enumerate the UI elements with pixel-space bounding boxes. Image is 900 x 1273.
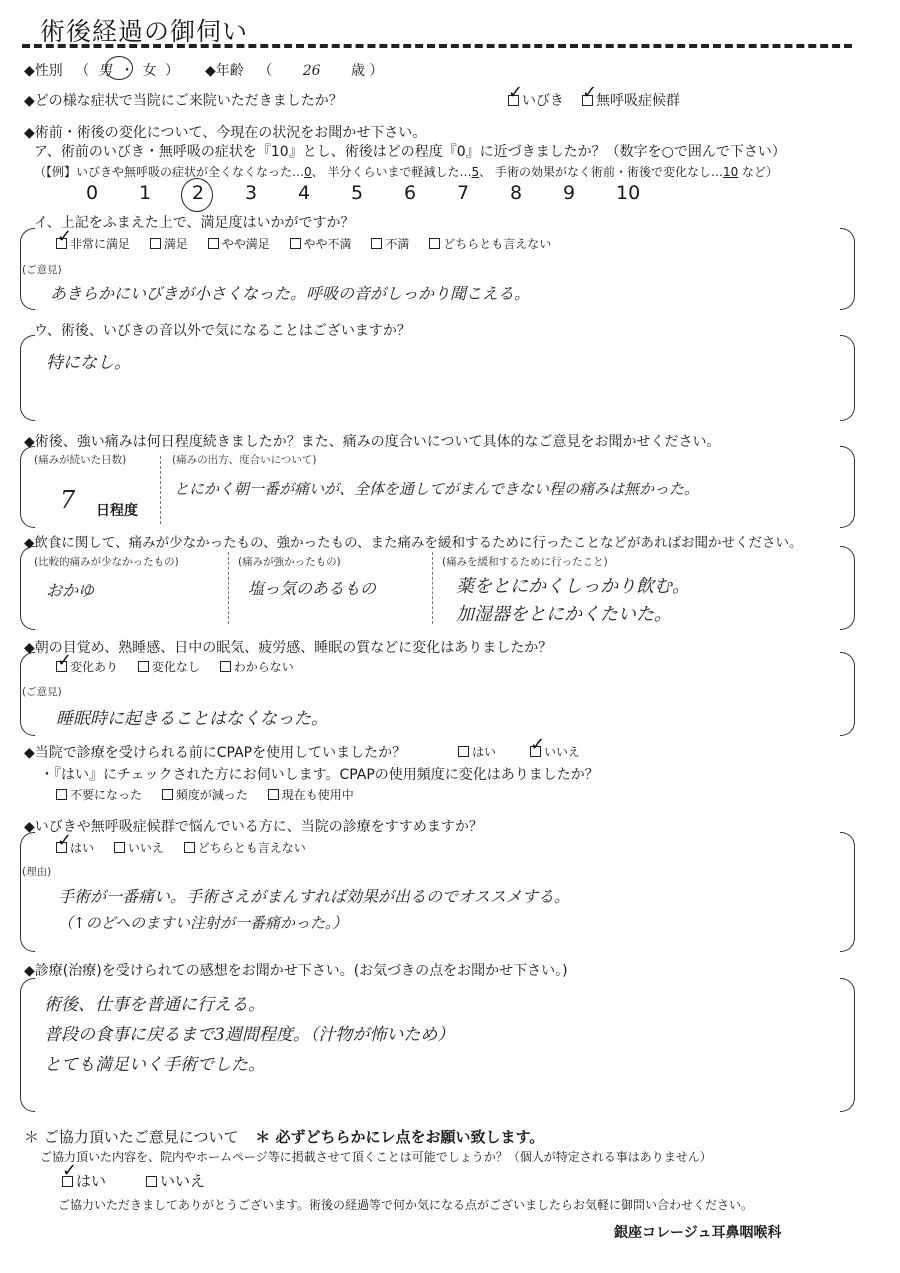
option-label: いいえ bbox=[160, 1172, 206, 1190]
opinion-label: (ご意見) bbox=[22, 686, 62, 698]
change-subquestion-a: ア、術前のいびき・無呼吸の症状を『10』とし、術後はどの程度『0』に近づきましたか？（数字を○で囲んで下さい） bbox=[34, 144, 786, 160]
example-text: （【例】いびきや無呼吸の症状が全くなくなった… bbox=[34, 165, 305, 179]
recommend-bracket-right bbox=[840, 832, 855, 952]
cpap-option-yes[interactable] bbox=[458, 743, 496, 760]
option-label: はい bbox=[76, 1172, 107, 1190]
recommend-option[interactable] bbox=[184, 841, 306, 855]
gender-row bbox=[24, 60, 179, 80]
checkbox-icon bbox=[146, 1176, 157, 1187]
symptom-question: ◆どの様な症状で当院にご来院いただきましたか？ bbox=[24, 93, 343, 109]
sleep-bracket-right bbox=[840, 652, 855, 736]
symptom-option-label: いびき bbox=[522, 93, 564, 109]
food-col1-label: (比較的痛みが少なかったもの) bbox=[34, 556, 179, 568]
food-divider bbox=[432, 552, 433, 624]
cpap-sub-option[interactable] bbox=[56, 788, 142, 802]
checkbox-icon bbox=[56, 789, 67, 800]
checkbox-icon bbox=[114, 842, 125, 853]
age-label: ◆年齢 bbox=[205, 63, 244, 79]
example-text: 、 半分くらいまで軽減した… bbox=[311, 165, 472, 179]
gender-male-option[interactable]: 男 bbox=[97, 63, 112, 79]
pain-detail-label: (痛みの出方、度合いについて) bbox=[172, 454, 317, 466]
option-label: 変化あり bbox=[70, 660, 119, 674]
cpap-sub-option[interactable] bbox=[162, 788, 248, 802]
checkbox-icon bbox=[208, 238, 219, 249]
scale-option[interactable]: 4 bbox=[298, 182, 311, 204]
satisfaction-answer[interactable]: あきらかにいびきが小さくなった。呼吸の音がしっかり聞こえる。 bbox=[50, 284, 531, 303]
pain-question: ◆術後、強い痛みは何日程度続きましたか？また、痛みの度合いについて具体的なご意見をお聞かせください。 bbox=[24, 434, 721, 450]
other-bracket-right bbox=[840, 335, 855, 421]
recommend-answer-line1[interactable]: 手術が一番痛い。手術さえがまんすれば効果が出るのでオススメする。 bbox=[58, 887, 570, 906]
age-open-paren: （ bbox=[258, 63, 273, 79]
sleep-answer[interactable]: 睡眠時に起きることはなくなった。 bbox=[56, 709, 328, 729]
option-label: 頻度が減った bbox=[175, 788, 248, 802]
food-high-pain-answer[interactable]: 塩っ気のあるもの bbox=[248, 579, 377, 598]
satisfaction-bracket-right bbox=[840, 228, 855, 310]
option-label: 現在も使用中 bbox=[281, 788, 354, 802]
change-example bbox=[34, 163, 778, 180]
satisfaction-option[interactable] bbox=[290, 237, 352, 251]
impression-answer-line2[interactable]: 普段の食事に戻るまで3週間程度。（汁物が怖いため） bbox=[44, 1025, 455, 1045]
other-concerns-answer[interactable]: 特になし。 bbox=[46, 353, 131, 373]
check-mark-icon: ✓ bbox=[62, 1160, 78, 1181]
sleep-option[interactable] bbox=[220, 660, 294, 674]
food-divider bbox=[228, 552, 229, 624]
other-concerns-question: ウ、術後、いびきの音以外で気になることはございますか？ bbox=[34, 323, 411, 339]
pain-days-label: (痛みが続いた日数) bbox=[34, 454, 127, 466]
food-relief-answer-line2[interactable]: 加湿器をとにかくたいた。 bbox=[456, 604, 672, 625]
footer-heading-a: ＊ ご協力頂いたご意見について bbox=[24, 1128, 239, 1146]
example-zero: 0 bbox=[304, 165, 312, 179]
pain-divider bbox=[160, 456, 161, 524]
food-bracket-right bbox=[840, 546, 855, 630]
scale-option[interactable]: 9 bbox=[563, 182, 576, 204]
food-question: ◆飲食に関して、痛みが少なかったもの、強かったもの、また痛みを緩和するために行ったことなどがあればお聞かせください。 bbox=[24, 535, 803, 551]
title-divider bbox=[22, 44, 852, 48]
check-mark-icon: ✓ bbox=[57, 830, 73, 851]
satisfaction-option[interactable] bbox=[371, 237, 409, 251]
option-label: どちらとも言えない bbox=[197, 841, 306, 855]
age-value[interactable]: 26 bbox=[302, 63, 321, 79]
footer-heading bbox=[24, 1126, 544, 1147]
example-ten: 10 bbox=[722, 165, 739, 179]
option-label: やや満足 bbox=[221, 237, 270, 251]
recommend-question: ◆いびきや無呼吸症候群で悩んでいる方に、当院の診療をすすめますか？ bbox=[24, 819, 483, 835]
sleep-question: ◆朝の目覚め、熟睡感、日中の眠気、疲労感、睡眠の質などに変化はありましたか？ bbox=[24, 640, 553, 656]
footer-thanks: ご協力いただきましてありがとうございます。術後の経過等で何か気になる点がございましたらお気軽に御問い合わせください。 bbox=[58, 1198, 754, 1212]
pain-days-unit: 日程度 bbox=[96, 503, 138, 519]
scale-option[interactable]: 1 bbox=[139, 182, 152, 204]
example-five: 5 bbox=[471, 165, 480, 179]
pain-days-value[interactable]: 7 bbox=[60, 486, 76, 514]
sleep-option[interactable] bbox=[138, 660, 200, 674]
pain-bracket-right bbox=[840, 446, 855, 528]
food-relief-answer-line1[interactable]: 薬をとにかくしっかり飲む。 bbox=[456, 576, 690, 597]
recommend-option[interactable] bbox=[114, 841, 164, 855]
impression-answer-line1[interactable]: 術後、仕事を普通に行える。 bbox=[44, 995, 265, 1015]
age-row bbox=[205, 60, 383, 80]
cpap-question: ◆当院で診療を受けられる前にCPAPを使用していましたか？ bbox=[24, 745, 407, 761]
check-mark-icon: ✓ bbox=[57, 650, 73, 671]
opinion-label: (ご意見) bbox=[22, 264, 62, 276]
scale-option[interactable]: 3 bbox=[245, 182, 258, 204]
satisfaction-options bbox=[56, 235, 567, 252]
footer-question: ご協力頂いた内容を、院内やホームページ等に掲載させて頂くことは可能でしょうか？（個人が特定される事はありません） bbox=[40, 1150, 712, 1164]
checkbox-icon bbox=[138, 661, 149, 672]
scale-option[interactable]: 0 bbox=[86, 182, 99, 204]
scale-option[interactable]: 6 bbox=[404, 182, 417, 204]
checkbox-icon bbox=[220, 661, 231, 672]
clinic-name: 銀座コレージュ耳鼻咽喉科 bbox=[614, 1225, 782, 1241]
impression-bracket-left bbox=[20, 978, 35, 1112]
option-label: はい bbox=[70, 841, 95, 855]
option-label: いいえ bbox=[544, 745, 581, 759]
impression-answer-line3[interactable]: とても満足いく手術でした。 bbox=[44, 1055, 265, 1075]
gender-circle-mark bbox=[105, 56, 133, 80]
option-label: 不要になった bbox=[70, 788, 143, 802]
selected-score-circle bbox=[181, 178, 213, 212]
checkbox-icon bbox=[290, 238, 301, 249]
option-label: どちらとも言えない bbox=[443, 237, 552, 251]
food-bracket-left bbox=[20, 546, 35, 630]
footer-heading-b: ＊ 必ずどちらかにレ点をお願い致します。 bbox=[255, 1128, 545, 1146]
change-question: ◆術前・術後の変化について、今現在の状況をお聞かせ下さい。 bbox=[24, 125, 427, 141]
option-label: わからない bbox=[233, 660, 294, 674]
gender-female-option[interactable]: 女 bbox=[142, 63, 157, 79]
other-bracket-left bbox=[20, 335, 35, 421]
checkbox-icon bbox=[184, 842, 195, 853]
impression-bracket-right bbox=[840, 978, 855, 1112]
check-mark-icon: ✓ bbox=[508, 82, 524, 103]
food-col2-label: (痛みが強かったもの) bbox=[238, 556, 341, 568]
check-mark-icon: ✓ bbox=[530, 734, 546, 755]
age-unit: 歳 bbox=[350, 63, 365, 79]
gender-open-paren: （ bbox=[75, 63, 90, 79]
cpap-sub-options bbox=[56, 786, 370, 803]
improvement-scale bbox=[86, 182, 669, 204]
cpap-subquestion: ・『はい』にチェックされた方にお伺いします。CPAPの使用頻度に変化はありましたか？ bbox=[40, 767, 599, 783]
checkbox-icon bbox=[150, 238, 161, 249]
satisfaction-question: イ、上記をふまえた上で、満足度はいかがですか？ bbox=[34, 215, 355, 231]
satisfaction-option[interactable] bbox=[429, 237, 551, 251]
example-text: など） bbox=[738, 165, 779, 179]
gender-separator: ・ bbox=[120, 63, 135, 79]
option-label: はい bbox=[472, 745, 497, 759]
satisfaction-option[interactable] bbox=[150, 237, 188, 251]
recommend-answer-line2[interactable]: （↑のどへのますい注射が一番痛かった。） bbox=[58, 914, 348, 932]
sleep-options bbox=[56, 658, 310, 675]
option-label: 非常に満足 bbox=[70, 237, 131, 251]
option-label: 不満 bbox=[385, 237, 410, 251]
option-label: 満足 bbox=[163, 237, 188, 251]
checkbox-icon bbox=[268, 789, 279, 800]
option-label: やや不満 bbox=[303, 237, 352, 251]
impression-question: ◆診療(治療)を受けられての感想をお聞かせ下さい。(お気づきの点をお聞かせ下さい。) bbox=[24, 963, 568, 979]
pain-detail-answer[interactable]: とにかく朝一番が痛いが、全体を通してがまんできない程の痛みは無かった。 bbox=[174, 480, 700, 498]
satisfaction-option[interactable] bbox=[208, 237, 270, 251]
page-title: 術後経過の御伺い bbox=[40, 17, 249, 46]
scale-option[interactable]: 5 bbox=[351, 182, 364, 204]
scale-option[interactable]: 10 bbox=[616, 182, 641, 204]
reason-label: (理由) bbox=[22, 866, 52, 878]
symptom-option-label: 無呼吸症候群 bbox=[596, 93, 680, 109]
gender-close-paren: ） bbox=[165, 63, 180, 79]
checkbox-icon bbox=[458, 746, 469, 757]
check-mark-icon: ✓ bbox=[57, 226, 73, 247]
age-close-paren: ） bbox=[369, 63, 384, 79]
scale-option-selected[interactable]: 2 bbox=[192, 182, 205, 204]
option-label: 変化なし bbox=[151, 660, 200, 674]
gender-label: ◆性別 bbox=[24, 63, 63, 79]
option-label: いいえ bbox=[127, 841, 164, 855]
recommend-bracket-left bbox=[20, 832, 35, 952]
example-text: 、 手術の効果がなく術前・術後で変化なし… bbox=[479, 165, 723, 179]
food-col3-label: (痛みを緩和するために行ったこと) bbox=[442, 556, 608, 568]
checkbox-icon bbox=[429, 238, 440, 249]
checkbox-icon bbox=[371, 238, 382, 249]
scale-option[interactable]: 8 bbox=[510, 182, 523, 204]
footer-option-no[interactable] bbox=[146, 1170, 205, 1191]
cpap-sub-option[interactable] bbox=[268, 788, 354, 802]
checkbox-icon bbox=[162, 789, 173, 800]
recommend-options bbox=[56, 839, 322, 856]
pain-bracket-left bbox=[20, 446, 35, 528]
scale-option[interactable]: 7 bbox=[457, 182, 470, 204]
food-low-pain-answer[interactable]: おかゆ bbox=[46, 581, 95, 600]
check-mark-icon: ✓ bbox=[582, 82, 598, 103]
